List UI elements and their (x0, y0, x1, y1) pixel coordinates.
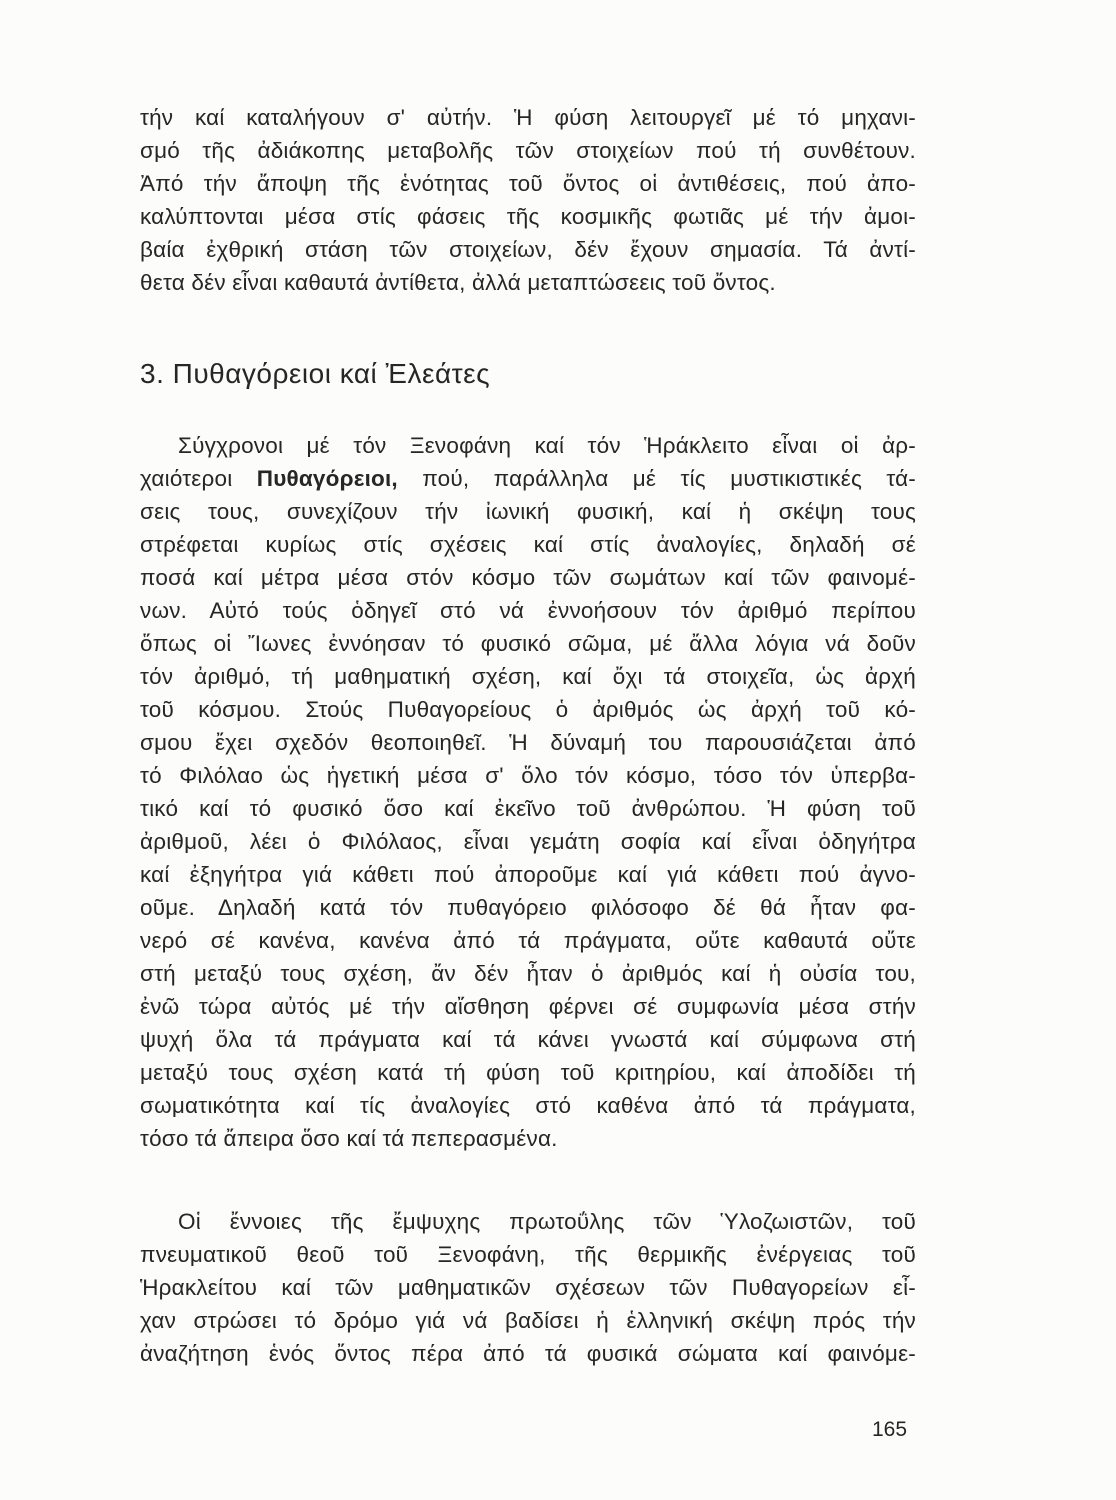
text-run: πού, παράλληλα μέ τίς μυστικιστικές τά- (397, 466, 917, 491)
text-line: τόν ἀριθμό, τή μαθηματική σχέση, καί ὄχι τά στοιχεῖα, ὡς ἀρχή (140, 664, 916, 689)
text-line: οῦμε. Δηλαδή κατά τόν πυθαγόρειο φιλόσοφο δέ θά ἦταν φα- (140, 895, 916, 920)
text-line: θετα δέν εἶναι καθαυτά ἀντίθετα, ἀλλά μεταπτώσεεις τοῦ ὄντος. (140, 270, 776, 295)
text-line: πνευματικοῦ θεοῦ τοῦ Ξενοφάνη, τῆς θερμικῆς ἐνέργειας τοῦ (140, 1242, 916, 1267)
text-line: καλύπτονται μέσα στίς φάσεις τῆς κοσμικῆς φωτιᾶς μέ τήν ἀμοι- (140, 204, 916, 229)
text-line: νερό σέ κανένα, κανένα ἀπό τά πράγματα, οὔτε καθαυτά οὔτε (140, 928, 916, 953)
text-line: ὅπως οἱ Ἴωνες ἐννόησαν τό φυσικό σῶμα, μέ ἄλλα λόγια νά δοῦν (140, 631, 916, 656)
text-line: ποσά καί μέτρα μέσα στόν κόσμο τῶν σωμάτων καί τῶν φαινομέ- (140, 565, 916, 590)
text-line: τήν καί καταλήγουν σ' αὐτήν. Ἡ φύση λειτουργεῖ μέ τό μηχανι- (140, 105, 916, 130)
text-line: σμό τῆς ἀδιάκοπης μεταβολῆς τῶν στοιχείων πού τή συνθέτουν. (140, 138, 916, 163)
text-line: σμου ἔχει σχεδόν θεοποιηθεῖ. Ἡ δύναμή του παρουσιάζεται ἀπό (140, 730, 916, 755)
text-line: σωματικότητα καί τίς ἀναλογίες στό καθένα ἀπό τά πράγματα, (140, 1093, 916, 1118)
text-line: ἀριθμοῦ, λέει ὁ Φιλόλαος, εἶναι γεμάτη σοφία καί εἶναι ὁδηγήτρα (140, 829, 916, 854)
text-line: Ἀπό τήν ἄποψη τῆς ἑνότητας τοῦ ὄντος οἱ ἀντιθέσεις, πού ἀπο- (140, 171, 916, 196)
text-line: Σύγχρονοι μέ τόν Ξενοφάνη καί τόν Ἡράκλειτο εἶναι οἱ ἀρ- (178, 433, 916, 458)
text-line: ψυχή ὅλα τά πράγματα καί τά κάνει γνωστά καί σύμφωνα στή (140, 1027, 916, 1052)
text-line: στή μεταξύ τους σχέση, ἄν δέν ἦταν ὁ ἀριθμός καί ἡ οὐσία του, (140, 961, 916, 986)
text-line: ἐνῶ τώρα αὐτός μέ τήν αἴσθηση φέρνει σέ συμφωνία μέσα στήν (140, 994, 916, 1019)
paragraph-top (140, 101, 916, 299)
text-line: νων. Αὐτό τούς ὁδηγεῖ στό νά ἐννοήσουν τόν ἀριθμό περίπου (140, 598, 916, 623)
text-line: ἀναζήτηση ἑνός ὄντος πέρα ἀπό τά φυσικά σώματα καί φαινόμε- (140, 1341, 916, 1366)
text-line: τό Φιλόλαο ὡς ἡγετική μέσα σ' ὅλο τόν κόσμο, τόσο τόν ὑπερβα- (140, 763, 916, 788)
bold-term: Πυθαγόρειοι, (256, 466, 398, 491)
text-line: καί ἐξηγήτρα γιά κάθετι πού ἀποροῦμε καί γιά κάθετι πού ἀγνο- (140, 862, 916, 887)
section-heading: 3. Πυθαγόρειοι καί Ἐλεάτες (140, 358, 491, 389)
text-line: βαία ἐχθρική στάση τῶν στοιχείων, δέν ἔχουν σημασία. Τά ἀντί- (140, 237, 916, 262)
text-line: τοῦ κόσμου. Στούς Πυθαγορείους ὁ ἀριθμός ὡς ἀρχή τοῦ κό- (140, 697, 916, 722)
text-run: χαιότεροι (140, 466, 257, 491)
text-line: σεις τους, συνεχίζουν τήν ἰωνική φυσική, καί ἡ σκέψη τους (140, 499, 916, 524)
text-line (140, 462, 916, 495)
paragraph-concepts (140, 1205, 916, 1370)
page-number: 165 (872, 1418, 908, 1441)
text-line: τικό καί τό φυσικό ὅσο καί ἐκεῖνο τοῦ ἀνθρώπου. Ἡ φύση τοῦ (140, 796, 916, 821)
text-line: στρέφεται κυρίως στίς σχέσεις καί στίς ἀναλογίες, δηλαδή σέ (140, 532, 916, 557)
text-line: Οἱ ἔννοιες τῆς ἔμψυχης πρωτοΰλης τῶν Ὑλοζωιστῶν, τοῦ (178, 1209, 916, 1234)
text-line: Ἡρακλείτου καί τῶν μαθηματικῶν σχέσεων τῶν Πυθαγορείων εἶ- (140, 1275, 916, 1300)
text-line: τόσο τά ἄπειρα ὅσο καί τά πεπερασμένα. (140, 1126, 558, 1151)
text-line: χαν στρώσει τό δρόμο γιά νά βαδίσει ἡ ἑλληνική σκέψη πρός τήν (140, 1308, 916, 1333)
paragraph-pythagoreans (140, 429, 916, 1155)
text-line: μεταξύ τους σχέση κατά τή φύση τοῦ κριτηρίου, καί ἀποδίδει τή (140, 1060, 916, 1085)
